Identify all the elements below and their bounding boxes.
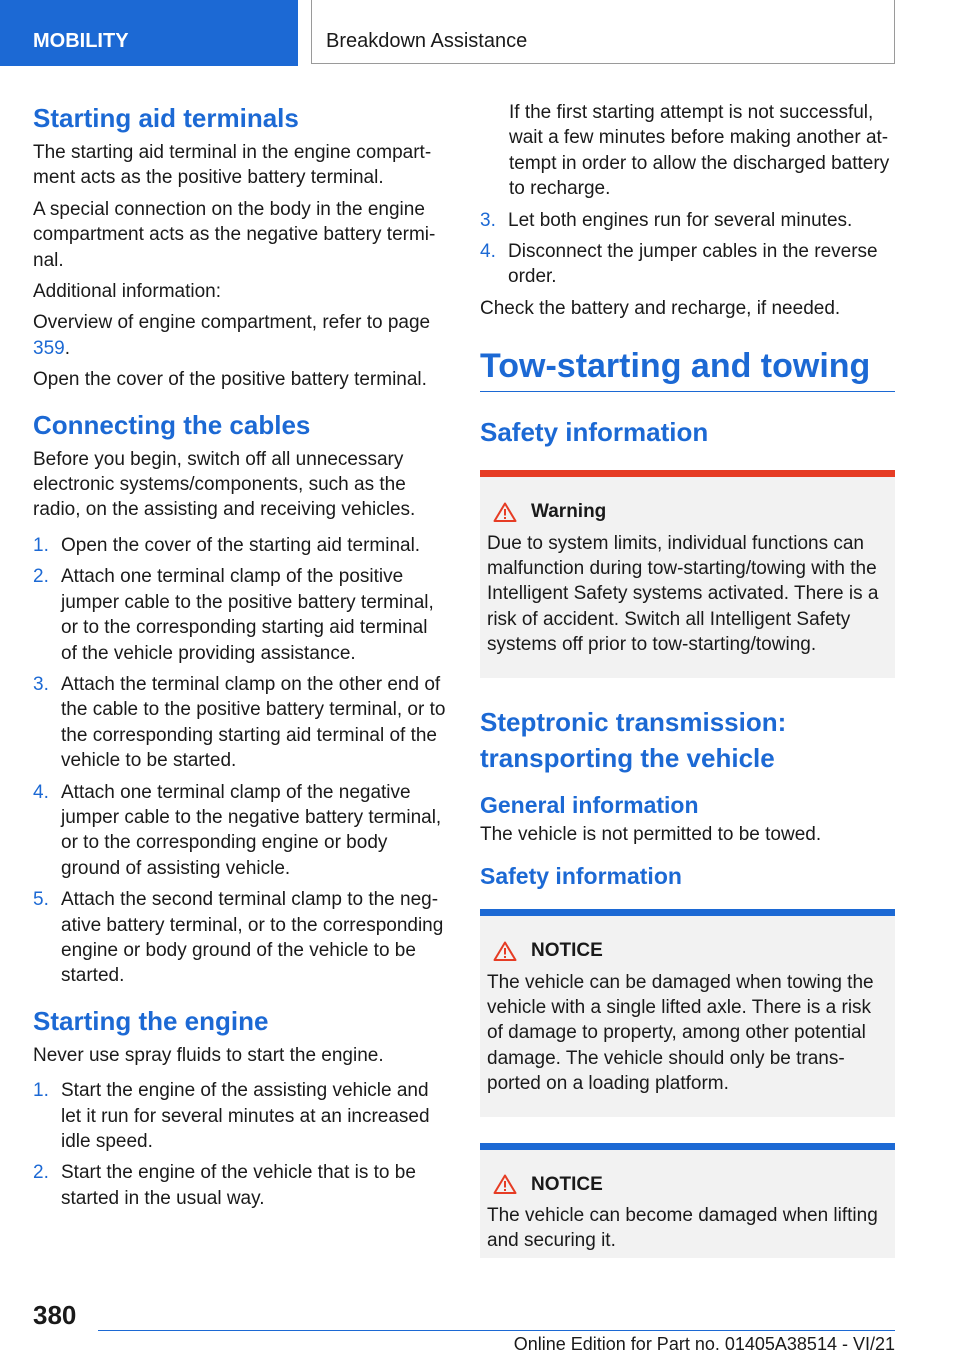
list-item — [480, 208, 895, 233]
paragraph: The starting aid terminal in the engine compart‐ ment acts as the positive battery terminal. — [33, 142, 432, 189]
ref-period: . — [64, 337, 70, 359]
warning-triangle-icon — [493, 941, 517, 961]
step-text: Let both engines run for several minutes. — [508, 209, 853, 231]
step-number: 5. — [33, 889, 49, 911]
page-number: 380 — [33, 1300, 77, 1330]
chapter-heading: Tow-starting and towing — [480, 343, 895, 392]
heading-steptronic: Steptronic transmission: transporting the vehicle — [480, 706, 787, 773]
list-item — [33, 672, 448, 774]
step-text: Attach the terminal clamp on the other end of the cable to the positive battery terminal, or to the corresponding starting aid terminal of the vehicle to be started. — [61, 673, 446, 772]
step-text: Attach the second terminal clamp to the neg‐ ative battery terminal, or to the corresponding engine or body ground of the vehicle to be started. — [61, 889, 444, 987]
step-text: Disconnect the jumper cables in the reverse order. — [508, 241, 878, 288]
step-number: 1. — [33, 534, 49, 556]
edition-note: Online Edition for Part no. 01405A38514 - VI/21 — [513, 1334, 895, 1354]
warning-text: Due to system limits, individual functions can malfunction during tow-starting/towing with the Intelligent Safety systems activated. There is a risk of accident. Switch all Intelligent Safety systems off prior to tow-starting/towing. — [487, 532, 879, 656]
list-item — [480, 239, 895, 290]
step-continuation: If the first starting attempt is not successful, wait a few minutes before making another at‐ tempt in order to allow the discharged battery to recharge. — [509, 102, 890, 200]
notice-label: NOTICE — [531, 940, 603, 962]
paragraph: Additional information: — [33, 281, 221, 303]
step-text: Open the cover of the starting aid terminal. — [61, 534, 421, 556]
warning-title — [487, 499, 888, 524]
step-number: 4. — [480, 241, 496, 263]
heading-safety-information-2: Safety information — [480, 863, 682, 890]
paragraph-page-ref — [33, 310, 448, 361]
step-number: 2. — [33, 1162, 49, 1184]
steps-list — [33, 533, 448, 989]
notice-label: NOTICE — [531, 1173, 603, 1195]
heading-connecting-cables: Connecting the cables — [33, 409, 311, 440]
paragraph: Open the cover of the positive battery terminal. — [33, 369, 427, 391]
warning-label: Warning — [531, 501, 607, 523]
step-text: Attach one terminal clamp of the positive jumper cable to the positive battery terminal, or to the corresponding starting aid terminal of the vehicle providing assistance. — [61, 566, 434, 664]
step-number: 1. — [33, 1080, 49, 1102]
paragraph: Never use spray fluids to start the engine. — [33, 1044, 384, 1066]
warning-triangle-icon — [493, 1174, 517, 1194]
footer-divider — [98, 1330, 895, 1331]
heading-starting-engine: Starting the engine — [33, 1005, 269, 1036]
ref-text: Overview of engine compartment, refer to page — [33, 312, 431, 334]
section-tab: MOBILITY — [0, 0, 298, 66]
step-text: Attach one terminal clamp of the negative jumper cable to the negative battery terminal, or to the corresponding engine or body ground of assisting vehicle. — [61, 781, 442, 879]
notice-box — [480, 1143, 895, 1258]
step-text: Start the engine of the vehicle that is to be started in the usual way. — [61, 1162, 416, 1209]
step-number: 3. — [33, 673, 49, 695]
page-header — [0, 0, 960, 66]
chapter-tab: Breakdown Assistance — [311, 0, 895, 64]
warning-box — [480, 470, 895, 677]
notice-box — [480, 909, 895, 1116]
left-column — [33, 100, 448, 1217]
paragraph: The vehicle is not permitted to be towed. — [480, 823, 822, 845]
steps-list — [33, 1078, 448, 1211]
heading-starting-aid-terminals: Starting aid terminals — [33, 103, 299, 133]
heading-general-information: General information — [480, 791, 699, 818]
notice-title — [487, 1172, 888, 1197]
heading-safety-information: Safety information — [480, 417, 709, 448]
list-item — [33, 1078, 448, 1154]
step-number: 3. — [480, 209, 496, 231]
notice-text: The vehicle can become damaged when lifting and securing it. — [487, 1204, 878, 1252]
notice-title — [487, 938, 888, 963]
notice-text: The vehicle can be damaged when towing the vehicle with a single lifted axle. There is a risk of damage to property, among other potential damage. The vehicle should only be trans‐ ported on a loading platform. — [487, 971, 874, 1095]
step-text: Start the engine of the assisting vehicle and let it run for several minutes at an increased idle speed. — [61, 1080, 430, 1152]
page-link[interactable]: 359 — [33, 337, 65, 359]
step-number: 4. — [33, 781, 49, 803]
list-item — [33, 533, 448, 558]
list-item — [33, 1160, 448, 1211]
list-item — [33, 780, 448, 882]
paragraph: Check the battery and recharge, if needed. — [480, 297, 841, 319]
steps-list — [480, 208, 895, 290]
warning-triangle-icon — [493, 502, 517, 522]
paragraph: A special connection on the body in the engine compartment acts as the negative battery termi‐ nal. — [33, 198, 436, 271]
list-item — [33, 564, 448, 666]
paragraph: Before you begin, switch off all unnecessary electronic systems/components, such as the radio, on the assisting and receiving vehicles. — [33, 448, 416, 521]
step-number: 2. — [33, 566, 49, 588]
right-column — [480, 100, 895, 1284]
list-item — [33, 887, 448, 989]
